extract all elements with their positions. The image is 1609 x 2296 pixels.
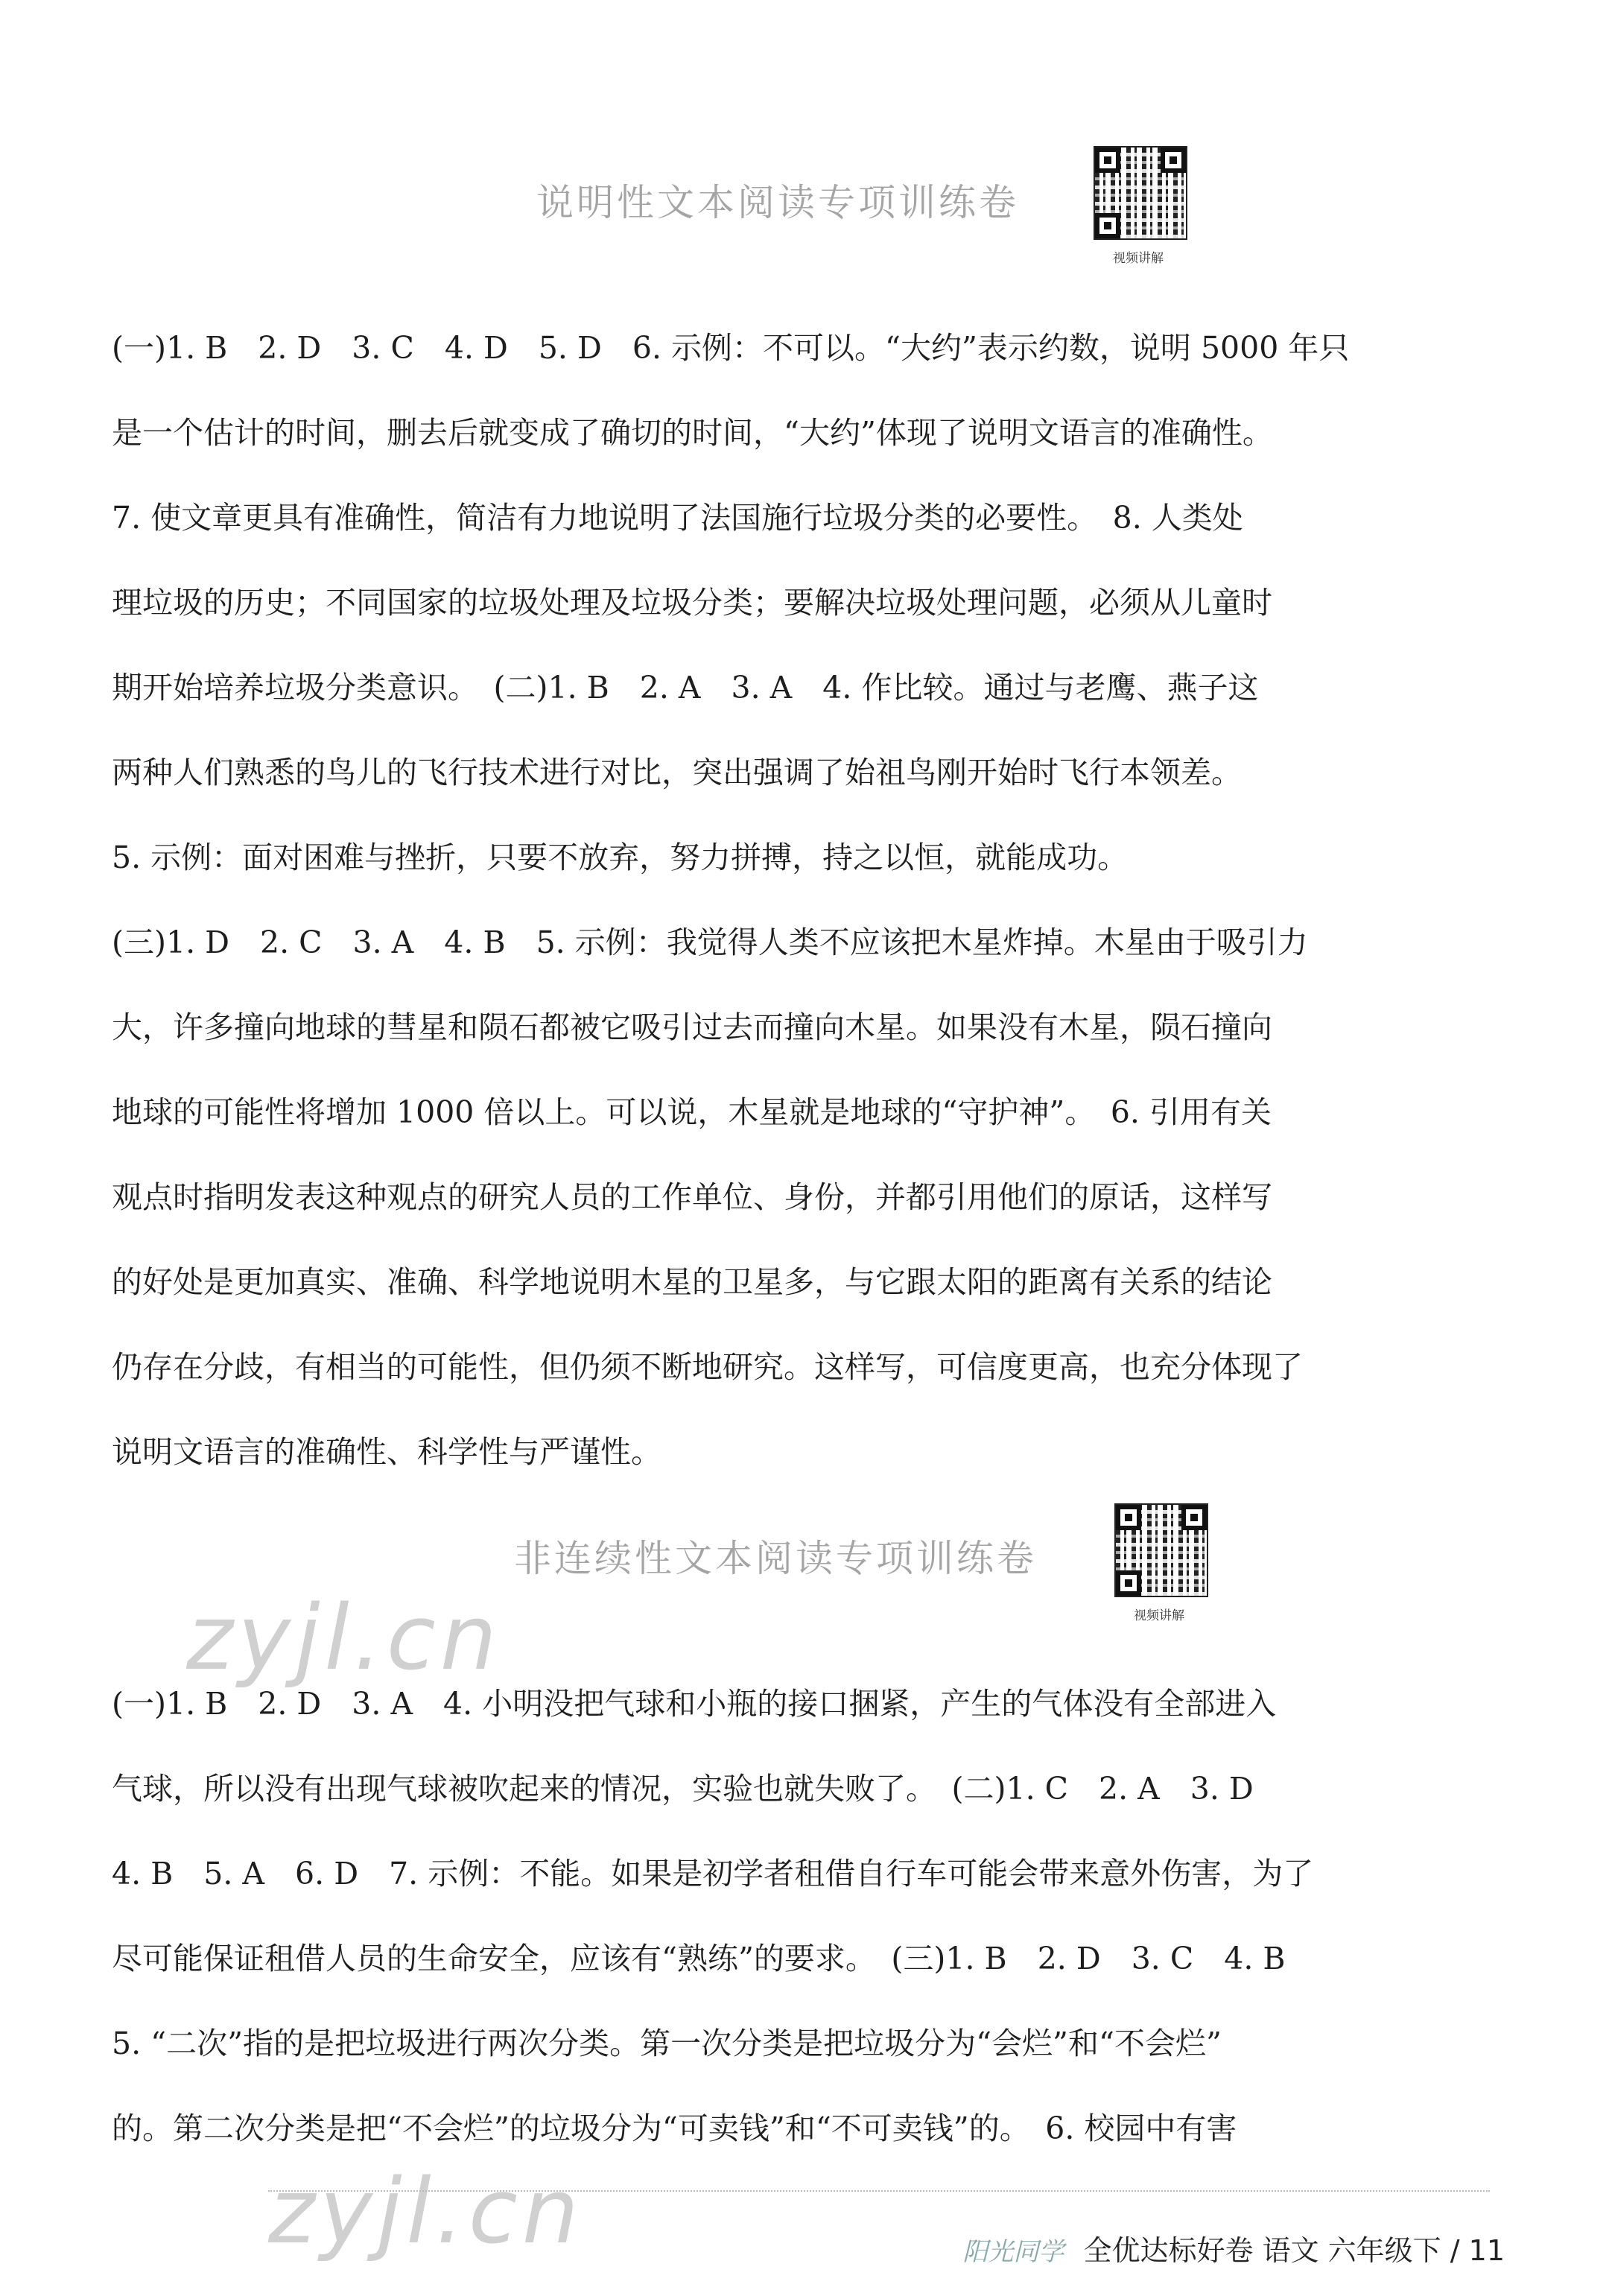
answer-line: 的好处是更加真实、准确、科学地说明木星的卫星多，与它跟太阳的距离有关系的结论 [112, 1264, 1272, 1300]
answer-line: 理垃圾的历史；不同国家的垃圾处理及垃圾分类；要解决垃圾处理问题，必须从儿童时 [112, 585, 1272, 621]
section2-title: 非连续性文本阅读专项训练卷 [514, 1537, 1037, 1580]
brand-logo: 阳光同学 [962, 2237, 1064, 2267]
watermark: zyjl.cn [186, 1587, 501, 1690]
answer-line: 地球的可能性将增加 1000 倍以上。可以说，木星就是地球的“守护神”。 6. 引用有关 [112, 1094, 1272, 1130]
qr-caption: 视频讲解 [1113, 251, 1164, 266]
qr-code-icon[interactable] [1094, 146, 1187, 240]
answer-line: 观点时指明发表这种观点的研究人员的工作单位、身份，并都引用他们的原话，这样写 [112, 1179, 1272, 1215]
page-footer [962, 2227, 1505, 2268]
qr-caption: 视频讲解 [1134, 1608, 1184, 1623]
answer-line: 仍存在分歧，有相当的可能性，但仍须不断地研究。这样写，可信度更高，也充分体现了 [112, 1349, 1303, 1385]
answer-line: (一)1. B 2. D 3. A 4. 小明没把气球和小瓶的接口捆紧，产生的气体没有全部进入 [112, 1686, 1277, 1722]
answer-line: 4. B 5. A 6. D 7. 示例：不能。如果是初学者租借自行车可能会带来意外伤害，为了 [112, 1856, 1314, 1891]
answer-line: 7. 使文章更具有准确性，简洁有力地说明了法国施行垃圾分类的必要性。 8. 人类处 [112, 500, 1243, 536]
answer-line: 说明文语言的准确性、科学性与严谨性。 [112, 1434, 661, 1470]
footer-divider [268, 2190, 1490, 2192]
qr-code-icon[interactable] [1114, 1503, 1208, 1597]
answer-line: 的。第二次分类是把“不会烂”的垃圾分为“可卖钱”和“不可卖钱”的。 6. 校园中有害 [112, 2111, 1237, 2146]
answer-line: (一)1. B 2. D 3. C 4. D 5. D 6. 示例：不可以。“大约”表示约数，说明 5000 年只 [112, 330, 1350, 366]
section1-answers [112, 305, 1497, 1494]
watermark: zyjl.cn [268, 2160, 583, 2264]
section2-answers [112, 1661, 1497, 2171]
answer-line: 大，许多撞向地球的彗星和陨石都被它吸引过去而撞向木星。如果没有木星，陨石撞向 [112, 1009, 1272, 1045]
answer-line: 两种人们熟悉的鸟儿的飞行技术进行对比，突出强调了始祖鸟刚开始时飞行本领差。 [112, 755, 1242, 790]
answer-line: 尽可能保证租借人员的生命安全，应该有“熟练”的要求。 (三)1. B 2. D 3. C 4. B [112, 1941, 1286, 1976]
section1-title: 说明性文本阅读专项训练卷 [536, 181, 1019, 224]
answer-line: 期开始培养垃圾分类意识。 (二)1. B 2. A 3. A 4. 作比较。通过与老鹰、燕子这 [112, 670, 1259, 705]
footer-text: 全优达标好卷 语文 六年级下 / 11 [1083, 2234, 1505, 2267]
answer-line: 是一个估计的时间，删去后就变成了确切的时间，“大约”体现了说明文语言的准确性。 [112, 415, 1273, 451]
section1-header [0, 142, 1609, 266]
answer-line: (三)1. D 2. C 3. A 4. B 5. 示例：我觉得人类不应该把木星炸掉。木星由于吸引力 [112, 925, 1308, 960]
answer-line: 5. “二次”指的是把垃圾进行两次分类。第一次分类是把垃圾分为“会烂”和“不会烂” [112, 2026, 1222, 2061]
answer-line: 5. 示例：面对困难与挫折，只要不放弃，努力拼搏，持之以恒，就能成功。 [112, 840, 1129, 875]
answer-line: 气球，所以没有出现气球被吹起来的情况，实验也就失败了。 (二)1. C 2. A 3. D [112, 1771, 1254, 1807]
